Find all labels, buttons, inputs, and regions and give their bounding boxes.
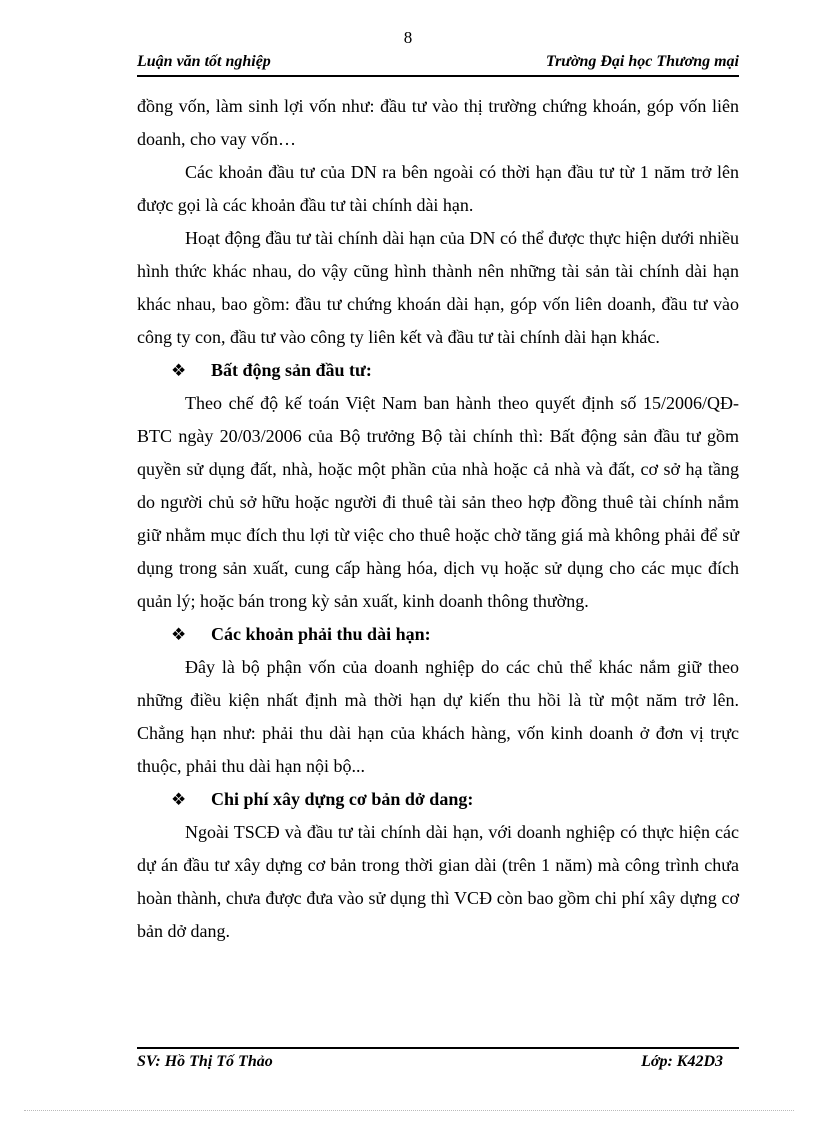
footer-class-code: Lớp: K42D3 [641,1053,723,1070]
diamond-bullet-icon: ❖ [171,790,187,809]
footer-student-name: SV: Hồ Thị Tố Thảo [137,1053,273,1070]
page-header [137,53,739,77]
page-bottom-divider [24,1110,794,1111]
paragraph-continuation: đồng vốn, làm sinh lợi vốn như: đầu tư vào thị trường chứng khoán, góp vốn liên doanh, cho vay vốn… [137,96,739,149]
section-heading-real-estate [137,354,739,387]
paragraph-long-term-investment: Các khoản đầu tư của DN ra bên ngoài có thời hạn đầu tư từ 1 năm trở lên được gọi là các khoản đầu tư tài chính dài hạn. [137,162,739,215]
diamond-bullet-icon: ❖ [171,625,187,644]
paragraph-construction: Ngoài TSCĐ và đầu tư tài chính dài hạn, với doanh nghiệp có thực hiện các dự án đầu tư xây dựng cơ bản trong thời gian dài (trên 1 năm) mà công trình chưa hoàn thành, chưa được đưa vào sử dụng thì VCĐ còn bao gồm chi phí xây dựng cơ bản dở dang. [137,822,739,941]
document-body [137,90,739,948]
heading-text: Chi phí xây dựng cơ bản dở dang: [211,789,474,809]
paragraph-investment-forms: Hoạt động đầu tư tài chính dài hạn của DN có thể được thực hiện dưới nhiều hình thức khác nhau, do vậy cũng hình thành nên những tài sản tài chính dài hạn khác nhau, bao gồm: đầu tư chứng khoán dài hạn, góp vốn liên doanh, đầu tư vào công ty con, đầu tư vào công ty liên kết và đầu tư tài chính dài hạn khác. [137,228,739,347]
paragraph-receivables: Đây là bộ phận vốn của doanh nghiệp do các chủ thể khác nắm giữ theo những điều kiện nhất định mà thời hạn dự kiến thu hồi là từ một năm trở lên. Chẳng hạn như: phải thu dài hạn của khách hàng, vốn kinh doanh ở đơn vị trực thuộc, phải thu dài hạn nội bộ... [137,657,739,776]
heading-text: Các khoản phải thu dài hạn: [211,624,431,644]
header-university: Trường Đại học Thương mại [545,53,739,70]
paragraph-real-estate: Theo chế độ kế toán Việt Nam ban hành theo quyết định số 15/2006/QĐ-BTC ngày 20/03/2006 của Bộ trưởng Bộ tài chính thì: Bất động sản đầu tư gồm quyền sử dụng đất, nhà, hoặc một phần của nhà hoặc cả nhà và đất, cơ sở hạ tầng do người chủ sở hữu hoặc người đi thuê tài sản theo hợp đồng thuê tài chính nắm giữ nhằm mục đích thu lợi từ việc cho thuê hoặc chờ tăng giá mà không phải để sử dụng trong sản xuất, cung cấp hàng hóa, dịch vụ hoặc sử dụng cho các mục đích quản lý; hoặc bán trong kỳ sản xuất, kinh doanh thông thường. [137,393,739,611]
section-heading-construction [137,783,739,816]
section-heading-receivables [137,618,739,651]
heading-text: Bất động sản đầu tư: [211,360,372,380]
diamond-bullet-icon: ❖ [171,361,187,380]
header-thesis-title: Luận văn tốt nghiệp [137,53,271,70]
page-footer [137,1047,739,1077]
page-number: 8 [403,28,413,47]
